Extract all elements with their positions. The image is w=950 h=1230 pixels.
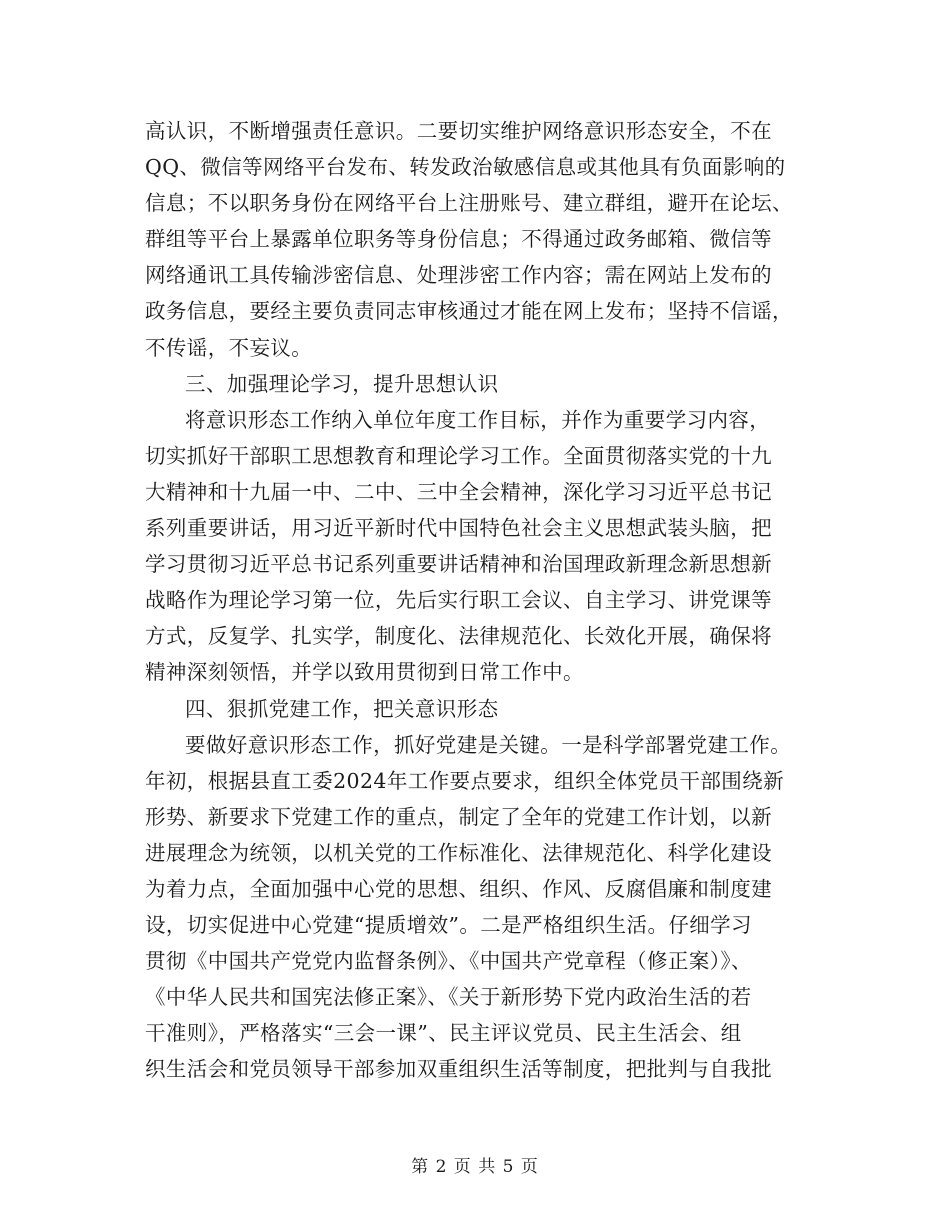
text-line: 将意识形态工作纳入单位年度工作目标，并作为重要学习内容， [185, 407, 771, 432]
text-line: 干准则》，严格落实“三会一课”、民主评议党员、民主生活会、组 [145, 1021, 742, 1046]
text-line: 不传谣，不妄议。 [145, 335, 313, 360]
text-line: 群组等平台上暴露单位职务等身份信息；不得通过政务邮箱、微信等 [145, 227, 772, 252]
text-line: 三、加强理论学习，提升思想认识 [185, 371, 499, 396]
text-line: 精神深刻领悟，并学以致用贯彻到日常工作中。 [145, 660, 584, 685]
text-line: 网络通讯工具传输涉密信息、处理涉密工作内容；需在网站上发布的 [145, 263, 772, 288]
text-line: 高认识，不断增强责任意识。二要切实维护网络意识形态安全，不在 [145, 119, 772, 143]
text-line: 系列重要讲话，用习近平新时代中国特色社会主义思想武装头脑，把 [145, 516, 772, 541]
text-line: 大精神和十九届一中、二中、三中全会精神，深化学习习近平总书记 [145, 479, 772, 504]
text-line: 形势、新要求下党建工作的重点，制定了全年的党建工作计划，以新 [145, 804, 772, 829]
text-line: 贯彻《中国共产党党内监督条例》、《中国共产党章程（修正案）》、 [145, 949, 752, 974]
text-line: QQ、微信等网络平台发布、转发政治敏感信息或其他具有负面影响的 [145, 155, 786, 180]
text-line: 为着力点，全面加强中心党的思想、组织、作风、反腐倡廉和制度建 [145, 876, 772, 901]
document-body [145, 113, 845, 1088]
text-line: 《中华人民共和国宪法修正案》、《关于新形势下党内政治生活的若 [145, 985, 752, 1010]
text-line: 进展理念为统领，以机关党的工作标准化、法律规范化、科学化建设 [145, 840, 772, 865]
text-line: 年初，根据县直工委2024年工作要点要求，组织全体党员干部围绕新 [145, 768, 784, 793]
text-line: 织生活会和党员领导干部参加双重组织生活等制度，把批判与自我批 [145, 1057, 772, 1082]
text-line: 设，切实促进中心党建“提质增效”。二是严格组织生活。仔细学习 [145, 913, 752, 938]
text-line: 学习贯彻习近平总书记系列重要讲话精神和治国理政新理念新思想新 [145, 552, 772, 577]
text-line: 信息；不以职务身份在网络平台上注册账号、建立群组，避开在论坛、 [145, 191, 793, 216]
page-footer: 第 2 页 共 5 页 [411, 1157, 539, 1177]
text-line: 要做好意识形态工作，抓好党建是关键。一是科学部署党建工作。 [185, 732, 792, 757]
text-line: 四、狠抓党建工作，把关意识形态 [185, 696, 499, 721]
text-line: 战略作为理论学习第一位，先后实行职工会议、自主学习、讲党课等 [145, 588, 772, 613]
text-line: 政务信息，要经主要负责同志审核通过才能在网上发布；坚持不信谣， [145, 299, 793, 324]
text-line: 切实抓好干部职工思想教育和理论学习工作。全面贯彻落实党的十九 [145, 443, 772, 468]
text-line: 方式，反复学、扎实学，制度化、法律规范化、长效化开展，确保将 [145, 624, 772, 649]
